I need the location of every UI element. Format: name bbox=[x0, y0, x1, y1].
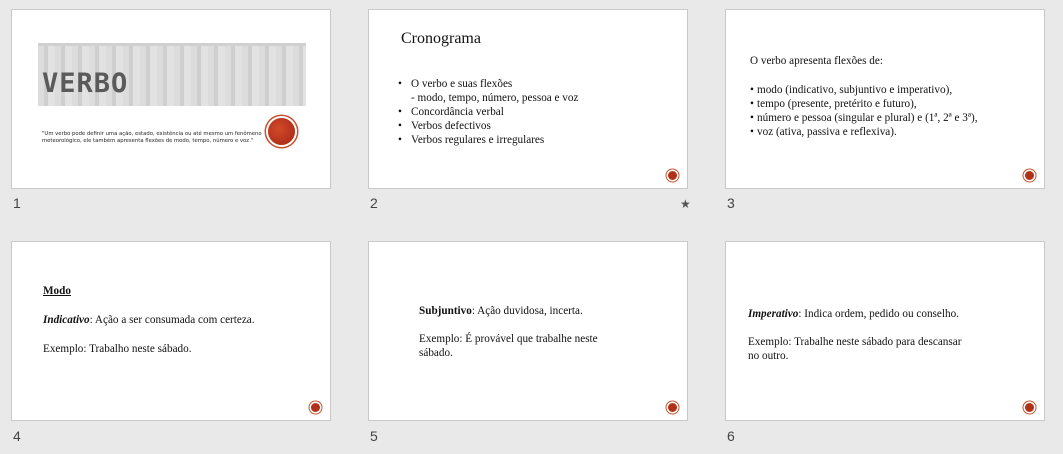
definition-line bbox=[748, 307, 959, 321]
slide-quote: "Um verbo pode definir uma ação, estado, existência ou até mesmo um fenômeno meteorológico, ele também apresenta flexões de modo, tempo, número e voz." bbox=[42, 131, 262, 145]
term: Imperativo bbox=[748, 308, 799, 320]
decorative-dot-icon bbox=[1025, 171, 1034, 180]
slide-number: 2 bbox=[370, 195, 378, 211]
example-line: Exemplo: Trabalhe neste sábado para descansar bbox=[748, 336, 962, 348]
definition: : Ação a ser consumada com certeza. bbox=[89, 314, 255, 326]
decorative-dot-icon bbox=[1025, 403, 1034, 412]
list-item: • Concordância verbal bbox=[396, 105, 578, 119]
list-item: • tempo (presente, pretérito e futuro), bbox=[748, 97, 978, 111]
term: Indicativo bbox=[43, 314, 90, 326]
animation-star-icon: ★ bbox=[680, 197, 691, 211]
slide-title: VERBO bbox=[42, 68, 129, 99]
slide-number: 1 bbox=[13, 195, 21, 211]
slide-thumbnail-2[interactable] bbox=[368, 9, 688, 189]
example-line: no outro. bbox=[748, 350, 789, 362]
slide-thumbnail-4[interactable] bbox=[11, 241, 331, 421]
list-item: • modo (indicativo, subjuntivo e imperativo), bbox=[748, 83, 978, 97]
decorative-dot-icon bbox=[668, 403, 677, 412]
slide-number: 6 bbox=[727, 428, 735, 444]
definition-line bbox=[419, 304, 583, 318]
definition: : Ação duvidosa, incerta. bbox=[471, 305, 583, 317]
example-line: Exemplo: Trabalho neste sábado. bbox=[43, 343, 192, 355]
bullet-list bbox=[748, 83, 978, 139]
slide-thumbnail-6[interactable] bbox=[725, 241, 1045, 421]
decorative-circle-icon bbox=[268, 118, 295, 145]
example-line: sábado. bbox=[419, 347, 453, 359]
slide-thumbnail-3[interactable] bbox=[725, 9, 1045, 189]
slide-number: 4 bbox=[13, 428, 21, 444]
definition-line bbox=[43, 313, 255, 327]
list-item: - modo, tempo, número, pessoa e voz bbox=[411, 92, 579, 104]
slide-title: Cronograma bbox=[401, 30, 481, 47]
bullet-list bbox=[396, 77, 578, 147]
slide-heading: Modo bbox=[43, 285, 71, 297]
slide-intro: O verbo apresenta flexões de: bbox=[750, 55, 883, 67]
slide-thumbnail-5[interactable] bbox=[368, 241, 688, 421]
decorative-dot-icon bbox=[311, 403, 320, 412]
decorative-dot-icon bbox=[668, 171, 677, 180]
list-item: • O verbo e suas flexões bbox=[396, 77, 578, 91]
example-line: Exemplo: É provável que trabalhe neste bbox=[419, 333, 598, 345]
term: Subjuntivo bbox=[419, 305, 472, 317]
definition: : Indica ordem, pedido ou conselho. bbox=[798, 308, 959, 320]
list-item: • voz (ativa, passiva e reflexiva). bbox=[748, 125, 978, 139]
list-item: • número e pessoa (singular e plural) e (1ª, 2ª e 3ª), bbox=[748, 111, 978, 125]
list-item: • Verbos regulares e irregulares bbox=[396, 133, 578, 147]
slide-thumbnail-1[interactable] bbox=[11, 9, 331, 189]
slide-number: 3 bbox=[727, 195, 735, 211]
slide-number: 5 bbox=[370, 428, 378, 444]
list-item: • Verbos defectivos bbox=[396, 119, 578, 133]
